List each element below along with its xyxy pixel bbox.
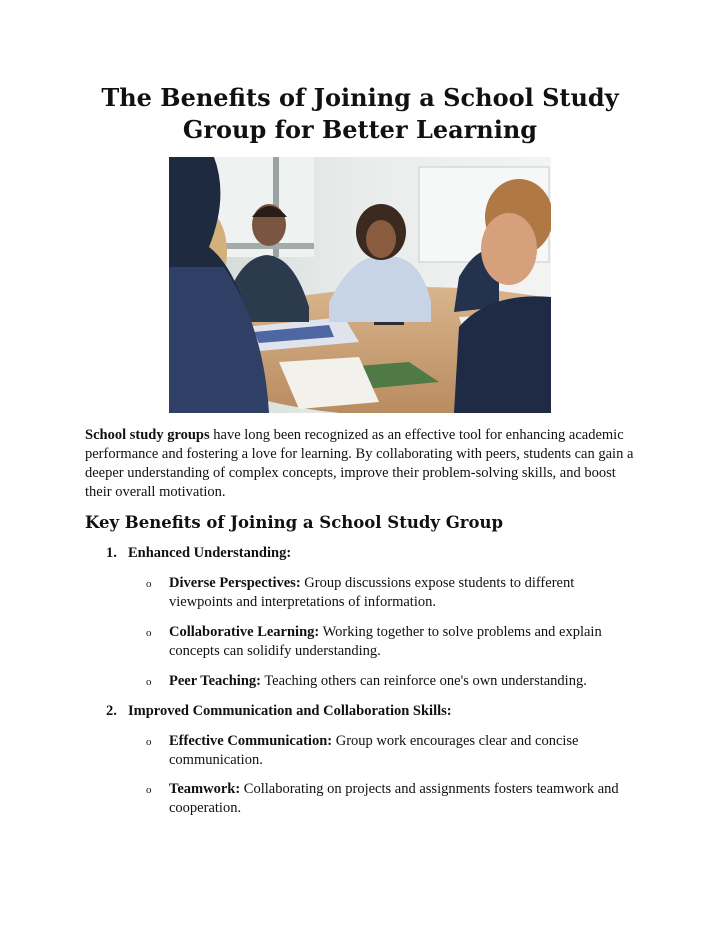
- item-term: Diverse Perspectives:: [169, 575, 301, 591]
- item-text: Collaborating on projects and assignments fosters teamwork and cooperation.: [169, 781, 619, 816]
- study-group-photo: [169, 157, 551, 413]
- item-term: Effective Communication:: [169, 733, 333, 749]
- item-text: Working together to solve problems and explain concepts can solidify understanding.: [169, 624, 602, 659]
- item-term: Peer Teaching:: [169, 673, 261, 689]
- benefit-number: 2.: [106, 703, 117, 719]
- bullet-icon: o: [146, 578, 152, 590]
- section-heading: Key Benefits of Joining a School Study Group: [85, 513, 504, 532]
- benefit-label: Enhanced Understanding:: [128, 545, 292, 561]
- bullet-icon: o: [146, 676, 152, 688]
- bullet-icon: o: [146, 784, 152, 796]
- intro-paragraph: [85, 426, 640, 502]
- list-item: [146, 623, 640, 661]
- bullet-icon: o: [146, 627, 152, 639]
- item-term: Teamwork:: [169, 781, 241, 797]
- benefit-number: 1.: [106, 545, 117, 561]
- list-item: [146, 780, 640, 818]
- intro-text: have long been recognized as an effective tool for enhancing academic performance and fostering a love for learning. By collaborating with peers, students can gain a deeper understanding of complex concepts, improve their problem-solving skills, and boost their overall motivation.: [85, 427, 634, 500]
- item-text: Group work encourages clear and concise communication.: [169, 733, 579, 768]
- item-text: Teaching others can reinforce one's own understanding.: [260, 673, 587, 689]
- list-item: [146, 574, 640, 612]
- list-item: [146, 732, 640, 770]
- benefit-heading: [106, 544, 291, 563]
- page-title: The Benefits of Joining a School Study Group for Better Learning: [101, 83, 619, 144]
- benefit-label: Improved Communication and Collaboration Skills:: [128, 703, 452, 719]
- intro-lead: School study groups: [85, 427, 210, 443]
- benefit-heading: [106, 702, 452, 721]
- bullet-icon: o: [146, 736, 152, 748]
- item-text: Group discussions expose students to different viewpoints and interpretations of information.: [169, 575, 575, 610]
- item-term: Collaborative Learning:: [169, 624, 320, 640]
- list-item: [146, 672, 640, 691]
